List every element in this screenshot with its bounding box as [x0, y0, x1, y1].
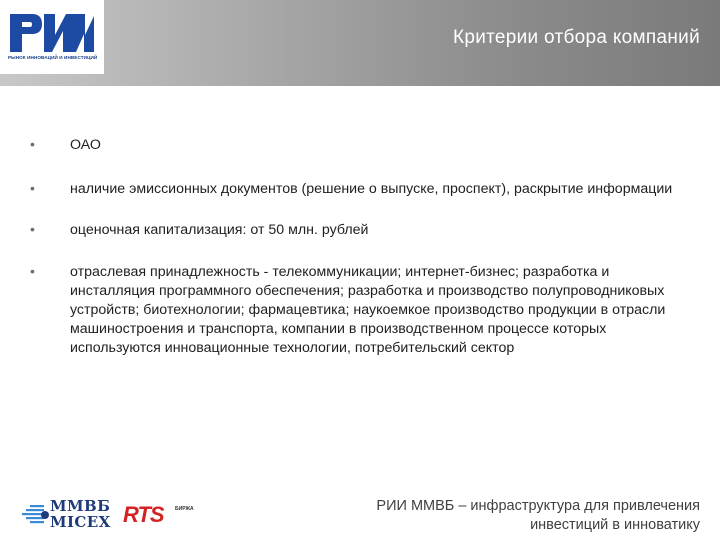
rts-logo-sub: БИРЖА — [175, 506, 194, 512]
logo-caption: РЫНОК ИННОВАЦИЙ И ИНВЕСТИЦИЙ — [8, 55, 98, 60]
footer-caption — [340, 497, 700, 535]
header-bar — [0, 0, 720, 86]
criteria-text: оценочная капитализация: от 50 млн. рублей — [70, 222, 369, 238]
criteria-list — [30, 136, 690, 358]
criteria-item — [30, 263, 690, 358]
micex-logo-text — [50, 498, 111, 530]
bullet-dot: • — [30, 180, 35, 196]
criteria-item — [30, 180, 690, 199]
micex-emblem-icon — [20, 501, 50, 531]
bullet-dot: • — [30, 263, 35, 279]
rts-logo: RTS — [123, 502, 164, 527]
footer-logos — [20, 497, 220, 537]
bullet-dot: • — [30, 136, 35, 152]
rii-logo-mark — [8, 12, 96, 54]
bullet-dot: • — [30, 221, 35, 237]
rii-logo — [0, 0, 104, 74]
footer-caption-line1: РИИ ММВБ – инфраструктура для привлечения — [376, 498, 700, 514]
micex-line1: ММВБ — [50, 497, 111, 515]
criteria-text: ОАО — [70, 137, 101, 153]
criteria-text: наличие эмиссионных документов (решение о выпуске, проспект), раскрытие информации — [70, 181, 673, 197]
criteria-item — [30, 136, 690, 155]
criteria-text: отраслевая принадлежность - телекоммуникации; интернет-бизнес; разработка и инсталляция программного обеспечения; разработка и производство полупроводниковых устройств; биотехнологии; фармацевтика; наукоемкое производство продукции в отрасли машиностроения и транспорта, компании в производственном процессе которых используются инновационные технологии, потребительский сектор — [70, 264, 666, 356]
micex-line2: MICEX — [50, 513, 111, 531]
criteria-item — [30, 221, 690, 240]
footer-caption-line2: инвестиций в инноватику — [530, 517, 700, 533]
slide-title: Критерии отбора компаний — [452, 27, 700, 48]
